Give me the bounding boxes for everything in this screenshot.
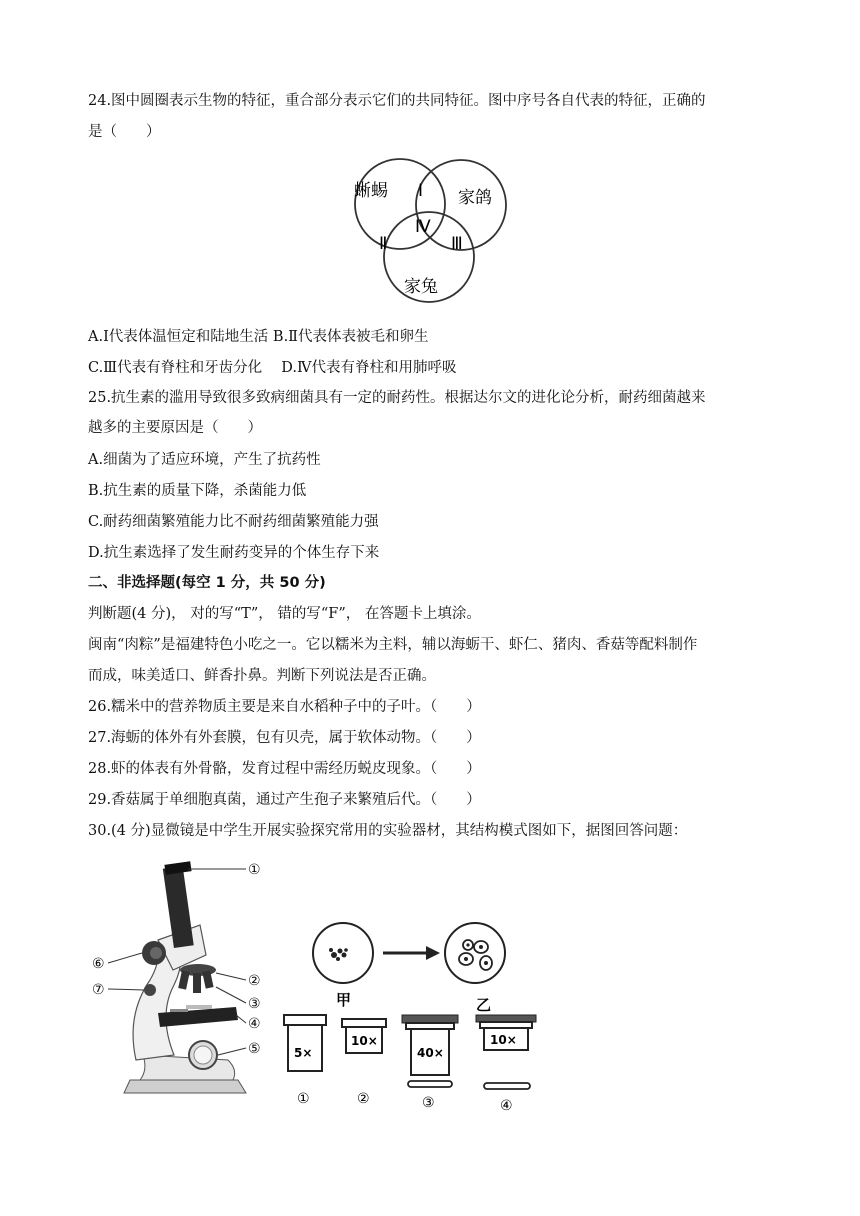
q25-option-a: A.细菌为了适应环境，产生了抗药性 [88,452,321,468]
judge-item-26: 26.糯米中的营养物质主要是来自水稻种子中的子叶。（ ） [88,699,481,715]
venn-diagram [340,154,520,314]
venn-circle-lizard [355,159,445,249]
judge-item-28: 28.虾的体表有外骨骼，发育过程中需经历蜕皮现象。（ ） [88,761,481,777]
microscope-label-1: ① [248,862,261,878]
microscope-label-5: ⑤ [248,1041,261,1057]
q24-stem-line1: 24.图中圆圈表示生物的特征，重合部分表示它们的共同特征。图中序号各自代表的特征，正确的 [88,93,706,109]
lens-1 [284,1015,326,1107]
lens-1-mag: 5× [294,1046,313,1060]
section2-heading: 二、非选择题(每空 1 分，共 50 分) [88,575,326,591]
lens-2 [342,1019,386,1107]
lens-2-num: ② [357,1091,370,1107]
microscope-illustration [124,861,246,1093]
microscope-label-7: ⑦ [92,982,105,998]
venn-region-2: Ⅱ [379,234,388,254]
lens-3-num: ③ [422,1095,435,1111]
lens-4-mag: 10× [490,1033,517,1047]
lens-1-num: ① [297,1091,310,1107]
view-yi-circle [445,923,505,983]
lens-3 [402,1015,458,1111]
venn-region-1: Ⅰ [418,181,424,201]
microscope-figure [88,855,568,1115]
venn-region-4: Ⅳ [415,217,431,237]
q25-stem-line2: 越多的主要原因是（ ） [88,420,262,436]
venn-region-3: Ⅲ [451,234,463,254]
q25-option-b: B.抗生素的质量下降，杀菌能力低 [88,483,307,499]
microscope-label-6: ⑥ [92,956,105,972]
q30-stem: 30.(4 分)显微镜是中学生开展实验探究常用的实验器材，其结构模式图如下，据图回答问题： [88,823,688,839]
judge-item-29: 29.香菇属于单细胞真菌，通过产生孢子来繁殖后代。（ ） [88,792,481,808]
lens-3-mag: 40× [417,1046,444,1060]
lens-4-num: ④ [500,1098,513,1114]
judge-item-27: 27.海蛎的体外有外套膜，包有贝壳，属于软体动物。（ ） [88,730,481,746]
context-line1: 闽南“肉粽”是福建特色小吃之一。它以糯米为主料，辅以海蛎干、虾仁、猪肉、香菇等配料制作 [88,637,698,653]
q25-option-d: D.抗生素选择了发生耐药变异的个体生存下来 [88,545,380,561]
venn-label-lizard: 蜥蜴 [354,181,388,201]
venn-label-pigeon: 家鸽 [458,188,492,208]
q25-stem-line1: 25.抗生素的滥用导致很多致病细菌具有一定的耐药性。根据达尔文的进化论分析，耐药细菌越来 [88,390,706,406]
view-label-jia: 甲 [336,991,352,1009]
venn-label-rabbit: 家兔 [404,277,438,297]
lens-2-mag: 10× [351,1034,378,1048]
context-line2: 而成，味美适口、鲜香扑鼻。判断下列说法是否正确。 [88,668,436,684]
q24-options-line1: A.Ⅰ代表体温恒定和陆地生活 B.Ⅱ代表体表被毛和卵生 [88,329,429,345]
microscope-label-4: ④ [248,1016,261,1032]
q24-stem-line2: 是（ ） [88,124,161,140]
lens-4 [476,1015,536,1114]
microscope-label-2: ② [248,973,261,989]
view-label-yi: 乙 [476,996,492,1014]
judge-intro: 判断题(4 分)， 对的写“T”， 错的写“F”， 在答题卡上填涂。 [88,606,481,622]
microscope-label-3: ③ [248,996,261,1012]
q24-options-line2: C.Ⅲ代表有脊柱和牙齿分化 D.Ⅳ代表有脊柱和用肺呼吸 [88,360,457,376]
q25-option-c: C.耐药细菌繁殖能力比不耐药细菌繁殖能力强 [88,514,379,530]
